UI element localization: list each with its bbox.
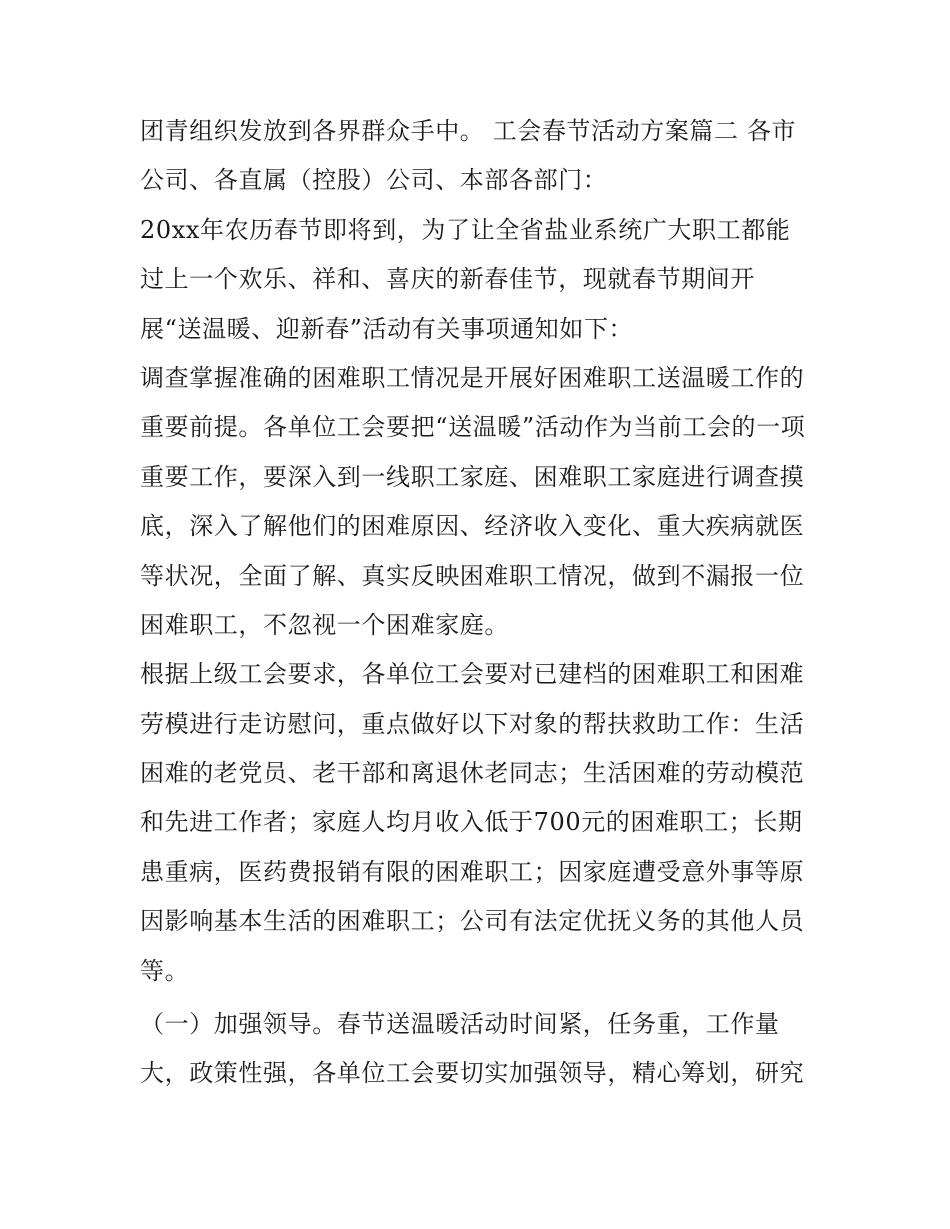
text-line: 调查掌握准确的困难职工情况是开展好困难职工送温暖工作的 <box>140 363 805 392</box>
text-line: 劳模进行走访慰问，重点做好以下对象的帮扶救助工作：生活 <box>140 709 805 738</box>
text-line: 团青组织发放到各界群众手中。 工会春节活动方案篇二 各市 <box>140 117 797 145</box>
text-line: 20xx年农历春节即将到，为了让全省盐业系统广大职工都能 <box>140 215 791 244</box>
text-line: 和先进工作者；家庭人均月收入低于700元的困难职工；长期 <box>140 808 803 837</box>
text-line: 底，深入了解他们的困难原因、经济收入变化、重大疾病就医 <box>140 512 805 541</box>
text-line: 重要工作，要深入到一线职工家庭、困难职工家庭进行调查摸 <box>140 462 805 491</box>
text-line: （一）加强领导。春节送温暖活动时间紧，任务重，工作量 <box>140 1010 780 1039</box>
text-line: 患重病，医药费报销有限的困难职工；因家庭遭受意外事等原 <box>140 857 805 886</box>
text-line: 等。 <box>140 956 190 985</box>
text-line: 大，政策性强，各单位工会要切实加强领导，精心筹划，研究 <box>140 1059 805 1088</box>
text-line: 过上一个欢乐、祥和、喜庆的新春佳节，现就春节期间开 <box>140 265 755 294</box>
body-text <box>140 107 820 1099</box>
text-line: 重要前提。各单位工会要把“送温暖”活动作为当前工会的一项 <box>140 413 806 442</box>
text-line: 因影响基本生活的困难职工；公司有法定优抚义务的其他人员 <box>140 907 805 936</box>
text-line: 根据上级工会要求，各单位工会要对已建档的困难职工和困难 <box>140 660 805 689</box>
text-line: 困难职工，不忽视一个困难家庭。 <box>140 610 509 639</box>
text-line: 等状况，全面了解、真实反映困难职工情况，做到不漏报一位 <box>140 561 805 590</box>
text-line: 公司、各直属（控股）公司、本部各部门： <box>140 166 608 195</box>
text-line: 展“送温暖、迎新春”活动有关事项通知如下： <box>140 314 634 343</box>
text-line: 困难的老党员、老干部和离退休老同志；生活困难的劳动模范 <box>140 759 805 788</box>
